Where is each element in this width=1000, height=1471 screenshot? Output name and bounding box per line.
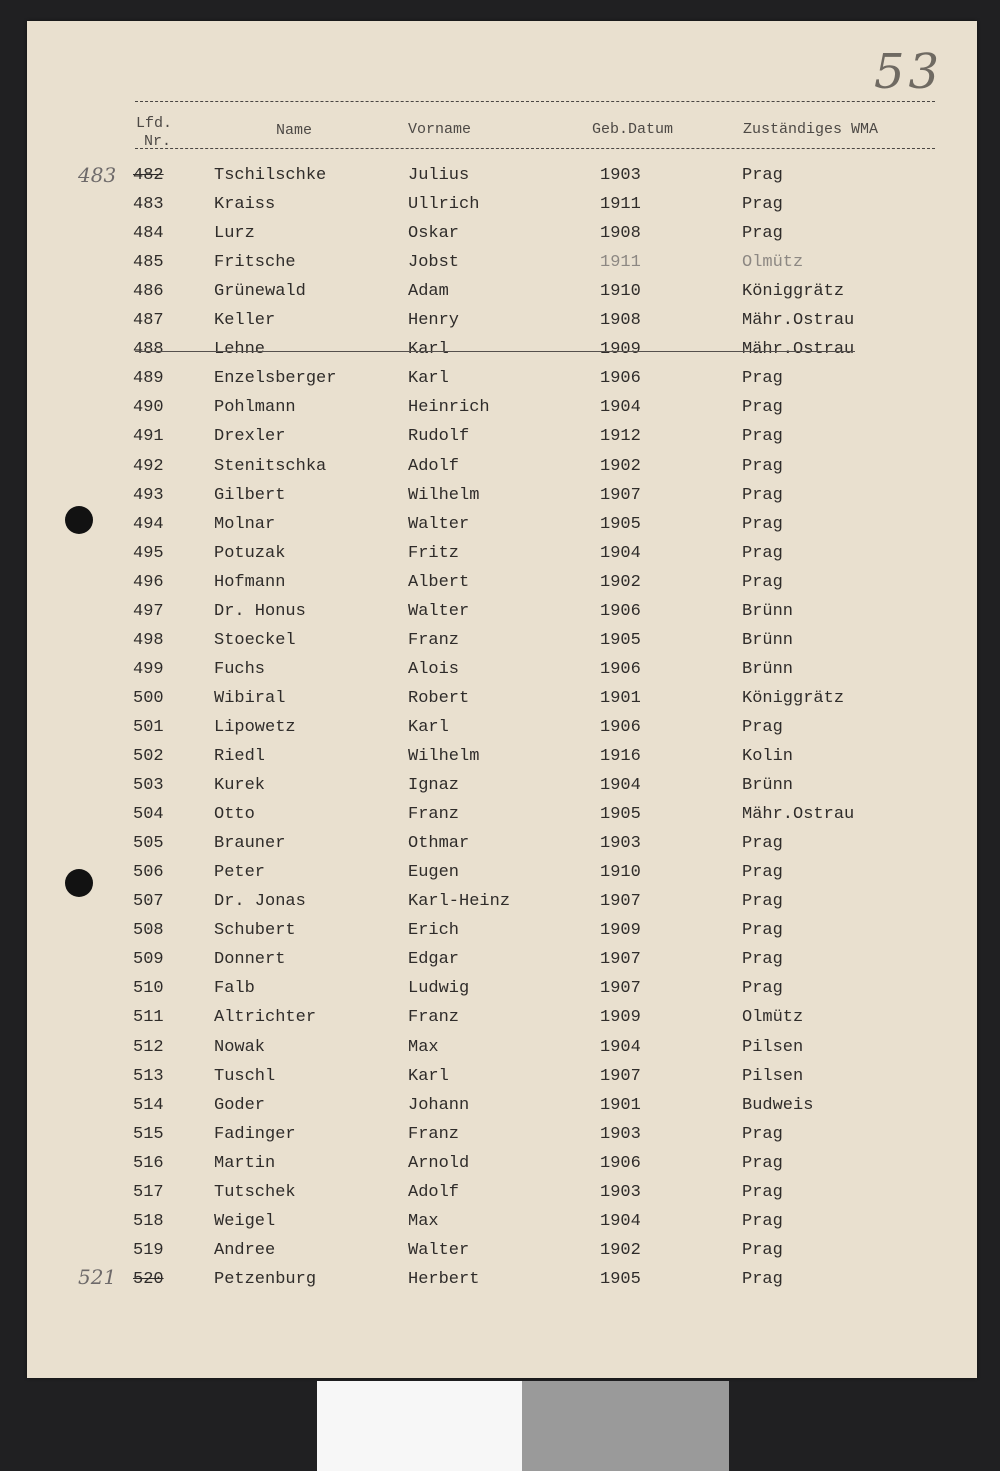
row-name: Keller (214, 311, 276, 330)
row-nr: 500 (133, 689, 164, 708)
table-row (0, 979, 1000, 1008)
row-name: Drexler (214, 427, 286, 446)
row-name: Goder (214, 1096, 266, 1115)
table-row (0, 486, 1000, 515)
row-name: Peter (214, 863, 266, 882)
row-vorname: Adolf (408, 457, 460, 476)
row-nr: 484 (133, 224, 164, 243)
row-vorname: Alois (408, 660, 460, 679)
row-wma: Prag (742, 486, 783, 505)
row-nr: 519 (133, 1241, 164, 1260)
row-name: Dr. Jonas (214, 892, 306, 911)
row-geb-datum: 1911 (600, 195, 641, 214)
margin-note-last: 521 (78, 1265, 117, 1289)
row-geb-datum: 1906 (600, 1154, 641, 1173)
row-name: Martin (214, 1154, 276, 1173)
row-nr: 496 (133, 573, 164, 592)
table-row (0, 166, 1000, 195)
row-nr: 516 (133, 1154, 164, 1173)
row-wma: Prag (742, 1154, 783, 1173)
row-geb-datum: 1916 (600, 747, 641, 766)
row-name: Hofmann (214, 573, 286, 592)
row-wma: Mähr.Ostrau (742, 805, 855, 824)
row-vorname: Herbert (408, 1270, 480, 1289)
header-bottom-rule (135, 148, 935, 149)
row-nr: 503 (133, 776, 164, 795)
row-name: Riedl (214, 747, 266, 766)
row-vorname: Adolf (408, 1183, 460, 1202)
row-geb-datum: 1902 (600, 457, 641, 476)
row-nr: 487 (133, 311, 164, 330)
row-vorname: Wilhelm (408, 486, 480, 505)
header-geb-datum: Geb.Datum (592, 121, 674, 138)
row-vorname: Fritz (408, 544, 460, 563)
row-vorname: Max (408, 1212, 439, 1231)
row-nr: 498 (133, 631, 164, 650)
punch-hole (65, 506, 93, 534)
row-vorname: Karl (408, 369, 449, 388)
row-vorname: Eugen (408, 863, 460, 882)
row-wma: Budweis (742, 1096, 814, 1115)
row-nr: 501 (133, 718, 164, 737)
table-row (0, 1241, 1000, 1270)
row-wma: Prag (742, 369, 783, 388)
row-geb-datum: 1906 (600, 602, 641, 621)
table-row (0, 689, 1000, 718)
row-nr: 499 (133, 660, 164, 679)
row-nr: 507 (133, 892, 164, 911)
row-vorname: Edgar (408, 950, 460, 969)
table-row (0, 921, 1000, 950)
header-vorname: Vorname (408, 121, 472, 138)
row-geb-datum: 1905 (600, 631, 641, 650)
table-row (0, 718, 1000, 747)
row-nr: 518 (133, 1212, 164, 1231)
table-row (0, 515, 1000, 544)
row-name: Tschilschke (214, 166, 327, 185)
calibration-gray-patch (522, 1381, 729, 1471)
table-row (0, 1125, 1000, 1154)
row-nr: 505 (133, 834, 164, 853)
row-wma: Königgrätz (742, 282, 845, 301)
row-nr: 510 (133, 979, 164, 998)
row-geb-datum: 1909 (600, 340, 641, 359)
table-row (0, 573, 1000, 602)
row-geb-datum: 1901 (600, 1096, 641, 1115)
row-vorname: Karl (408, 718, 449, 737)
row-geb-datum: 1901 (600, 689, 641, 708)
row-geb-datum: 1907 (600, 950, 641, 969)
row-name: Weigel (214, 1212, 276, 1231)
row-nr: 491 (133, 427, 164, 446)
table-row (0, 311, 1000, 340)
row-nr: 495 (133, 544, 164, 563)
row-wma: Prag (742, 892, 783, 911)
row-name: Dr. Honus (214, 602, 306, 621)
row-wma: Prag (742, 544, 783, 563)
row-wma: Prag (742, 1270, 783, 1289)
row-nr: 493 (133, 486, 164, 505)
row-wma: Prag (742, 224, 783, 243)
row-geb-datum: 1904 (600, 776, 641, 795)
row-geb-datum: 1907 (600, 1067, 641, 1086)
page-number: 53 (874, 44, 944, 100)
row-name: Wibiral (214, 689, 286, 708)
row-geb-datum: 1907 (600, 892, 641, 911)
row-nr: 512 (133, 1038, 164, 1057)
row-name: Stenitschka (214, 457, 327, 476)
row-vorname: Rudolf (408, 427, 470, 446)
row-nr: 483 (133, 195, 164, 214)
row-name: Andree (214, 1241, 276, 1260)
punch-hole (65, 869, 93, 897)
row-nr: 494 (133, 515, 164, 534)
header-nr-line2: Nr. (144, 133, 172, 150)
row-name: Gilbert (214, 486, 286, 505)
row-vorname: Ignaz (408, 776, 460, 795)
row-vorname: Wilhelm (408, 747, 480, 766)
row-vorname: Walter (408, 515, 470, 534)
row-name: Pohlmann (214, 398, 296, 417)
table-row (0, 398, 1000, 427)
row-nr: 504 (133, 805, 164, 824)
row-geb-datum: 1907 (600, 979, 641, 998)
row-geb-datum: 1904 (600, 1212, 641, 1231)
strikethrough-line (135, 351, 855, 352)
row-name: Falb (214, 979, 255, 998)
row-vorname: Albert (408, 573, 470, 592)
table-row (0, 427, 1000, 456)
row-name: Lurz (214, 224, 255, 243)
row-geb-datum: 1902 (600, 1241, 641, 1260)
row-geb-datum: 1902 (600, 573, 641, 592)
row-geb-datum: 1905 (600, 1270, 641, 1289)
row-nr: 485 (133, 253, 164, 272)
row-vorname: Franz (408, 805, 460, 824)
table-row (0, 1067, 1000, 1096)
row-vorname: Oskar (408, 224, 460, 243)
row-geb-datum: 1909 (600, 1008, 641, 1027)
row-wma: Prag (742, 166, 783, 185)
row-wma: Pilsen (742, 1067, 804, 1086)
row-wma: Olmütz (742, 253, 804, 272)
table-row (0, 1038, 1000, 1067)
row-wma: Prag (742, 457, 783, 476)
row-geb-datum: 1905 (600, 515, 641, 534)
table-row (0, 863, 1000, 892)
row-vorname: Karl-Heinz (408, 892, 511, 911)
table-row (0, 253, 1000, 282)
row-name: Stoeckel (214, 631, 296, 650)
row-geb-datum: 1905 (600, 805, 641, 824)
row-nr: 506 (133, 863, 164, 882)
row-name: Grünewald (214, 282, 306, 301)
row-vorname: Jobst (408, 253, 460, 272)
table-row (0, 544, 1000, 573)
row-name: Molnar (214, 515, 276, 534)
table-row (0, 776, 1000, 805)
row-vorname: Karl (408, 1067, 449, 1086)
row-wma: Prag (742, 1183, 783, 1202)
row-vorname: Ullrich (408, 195, 480, 214)
row-wma: Brünn (742, 631, 794, 650)
table-row (0, 1154, 1000, 1183)
row-vorname: Erich (408, 921, 460, 940)
table-row (0, 1270, 1000, 1299)
row-wma: Prag (742, 863, 783, 882)
row-nr: 515 (133, 1125, 164, 1144)
row-wma: Brünn (742, 660, 794, 679)
row-geb-datum: 1904 (600, 398, 641, 417)
table-row (0, 1212, 1000, 1241)
row-name: Fadinger (214, 1125, 296, 1144)
table-row (0, 282, 1000, 311)
header-top-rule (135, 101, 935, 102)
row-geb-datum: 1904 (600, 544, 641, 563)
row-wma: Prag (742, 979, 783, 998)
row-wma: Königgrätz (742, 689, 845, 708)
row-wma: Kolin (742, 747, 794, 766)
row-wma: Olmütz (742, 1008, 804, 1027)
row-geb-datum: 1903 (600, 166, 641, 185)
row-nr: 520 (133, 1270, 164, 1289)
row-name: Donnert (214, 950, 286, 969)
row-vorname: Karl (408, 340, 449, 359)
row-vorname: Walter (408, 1241, 470, 1260)
row-vorname: Franz (408, 1125, 460, 1144)
row-name: Kurek (214, 776, 266, 795)
row-geb-datum: 1910 (600, 282, 641, 301)
table-row (0, 950, 1000, 979)
row-geb-datum: 1903 (600, 834, 641, 853)
row-vorname: Franz (408, 1008, 460, 1027)
row-vorname: Othmar (408, 834, 470, 853)
row-vorname: Max (408, 1038, 439, 1057)
row-name: Schubert (214, 921, 296, 940)
table-row (0, 660, 1000, 689)
table-row (0, 805, 1000, 834)
row-nr: 509 (133, 950, 164, 969)
row-wma: Prag (742, 921, 783, 940)
row-wma: Prag (742, 573, 783, 592)
row-name: Lehne (214, 340, 266, 359)
row-nr: 486 (133, 282, 164, 301)
row-geb-datum: 1906 (600, 660, 641, 679)
row-geb-datum: 1903 (600, 1125, 641, 1144)
row-name: Nowak (214, 1038, 266, 1057)
row-nr: 492 (133, 457, 164, 476)
row-geb-datum: 1911 (600, 253, 641, 272)
row-vorname: Adam (408, 282, 449, 301)
row-wma: Prag (742, 515, 783, 534)
table-row (0, 369, 1000, 398)
table-row (0, 631, 1000, 660)
row-geb-datum: 1912 (600, 427, 641, 446)
row-nr: 511 (133, 1008, 164, 1027)
table-row (0, 195, 1000, 224)
row-wma: Brünn (742, 602, 794, 621)
row-name: Fuchs (214, 660, 266, 679)
row-wma: Prag (742, 398, 783, 417)
row-geb-datum: 1904 (600, 1038, 641, 1057)
row-wma: Mähr.Ostrau (742, 340, 855, 359)
row-nr: 497 (133, 602, 164, 621)
row-wma: Prag (742, 1125, 783, 1144)
row-geb-datum: 1906 (600, 718, 641, 737)
table-row (0, 1008, 1000, 1037)
row-vorname: Ludwig (408, 979, 470, 998)
header-zustaendiges-wma: Zuständiges WMA (743, 121, 879, 138)
row-nr: 513 (133, 1067, 164, 1086)
table-row (0, 1183, 1000, 1212)
row-geb-datum: 1908 (600, 224, 641, 243)
table-row (0, 1096, 1000, 1125)
row-nr: 514 (133, 1096, 164, 1115)
row-name: Brauner (214, 834, 286, 853)
row-name: Tuschl (214, 1067, 276, 1086)
table-row (0, 340, 1000, 369)
row-wma: Prag (742, 834, 783, 853)
row-wma: Prag (742, 195, 783, 214)
row-wma: Brünn (742, 776, 794, 795)
row-name: Petzenburg (214, 1270, 317, 1289)
row-vorname: Julius (408, 166, 470, 185)
row-name: Altrichter (214, 1008, 317, 1027)
row-wma: Prag (742, 950, 783, 969)
row-nr: 490 (133, 398, 164, 417)
row-vorname: Johann (408, 1096, 470, 1115)
row-nr: 508 (133, 921, 164, 940)
row-geb-datum: 1903 (600, 1183, 641, 1202)
row-vorname: Arnold (408, 1154, 470, 1173)
margin-note-first: 483 (78, 163, 117, 187)
row-name: Potuzak (214, 544, 286, 563)
row-vorname: Robert (408, 689, 470, 708)
row-geb-datum: 1910 (600, 863, 641, 882)
table-row (0, 892, 1000, 921)
row-wma: Prag (742, 1241, 783, 1260)
row-geb-datum: 1909 (600, 921, 641, 940)
row-geb-datum: 1906 (600, 369, 641, 388)
row-name: Lipowetz (214, 718, 296, 737)
calibration-white-patch (317, 1381, 522, 1471)
row-name: Fritsche (214, 253, 296, 272)
row-geb-datum: 1907 (600, 486, 641, 505)
row-vorname: Franz (408, 631, 460, 650)
table-row (0, 834, 1000, 863)
header-nr-line1: Lfd. (136, 115, 173, 132)
row-wma: Mähr.Ostrau (742, 311, 855, 330)
row-wma: Prag (742, 718, 783, 737)
row-geb-datum: 1908 (600, 311, 641, 330)
header-name: Name (276, 122, 313, 139)
row-nr: 482 (133, 166, 164, 185)
row-name: Otto (214, 805, 255, 824)
row-vorname: Henry (408, 311, 460, 330)
row-vorname: Heinrich (408, 398, 490, 417)
row-wma: Prag (742, 1212, 783, 1231)
row-wma: Prag (742, 427, 783, 446)
table-row (0, 457, 1000, 486)
table-row (0, 747, 1000, 776)
row-nr: 502 (133, 747, 164, 766)
row-vorname: Walter (408, 602, 470, 621)
row-name: Kraiss (214, 195, 276, 214)
row-nr: 517 (133, 1183, 164, 1202)
row-nr: 489 (133, 369, 164, 388)
table-row (0, 602, 1000, 631)
row-name: Enzelsberger (214, 369, 337, 388)
table-row (0, 224, 1000, 253)
row-wma: Pilsen (742, 1038, 804, 1057)
row-name: Tutschek (214, 1183, 296, 1202)
row-nr: 488 (133, 340, 164, 359)
